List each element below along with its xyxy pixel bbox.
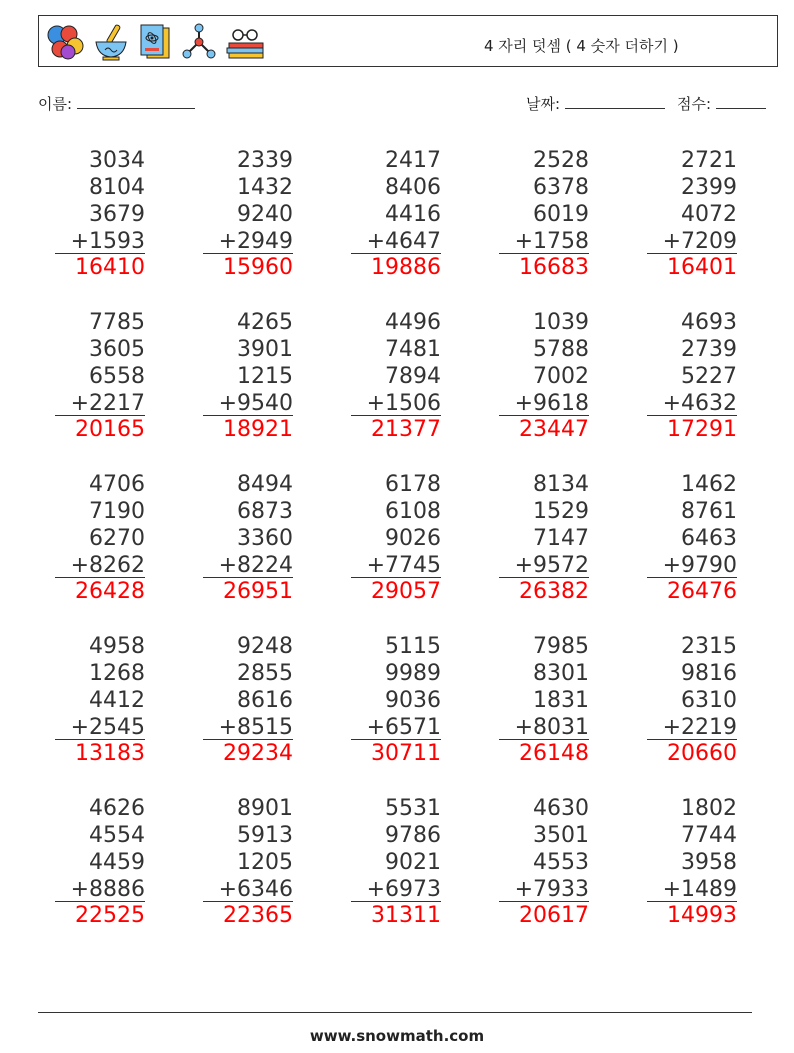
addend: +9572 — [499, 552, 589, 578]
addend: 4416 — [385, 202, 441, 227]
addend: 1268 — [89, 661, 145, 686]
addend: 9021 — [385, 850, 441, 875]
addend: 7002 — [533, 364, 589, 389]
addition-problem — [499, 795, 589, 929]
addend: +2217 — [55, 390, 145, 416]
addend: 4958 — [89, 634, 145, 659]
addition-problem — [55, 471, 145, 605]
addition-problem — [499, 471, 589, 605]
addend: +2219 — [647, 714, 737, 740]
addend: +1593 — [55, 228, 145, 254]
addend: 2315 — [681, 634, 737, 659]
addend: +8031 — [499, 714, 589, 740]
addend: 3034 — [89, 148, 145, 173]
answer: 26382 — [519, 579, 589, 604]
addend: 8616 — [237, 688, 293, 713]
addend: 1802 — [681, 796, 737, 821]
date-blank — [565, 94, 665, 109]
answer: 23447 — [519, 417, 589, 442]
addend: 1215 — [237, 364, 293, 389]
addend: 6310 — [681, 688, 737, 713]
addition-problem — [203, 147, 293, 281]
addend: 3958 — [681, 850, 737, 875]
answer: 21377 — [371, 417, 441, 442]
addend: +7745 — [351, 552, 441, 578]
addend: 8104 — [89, 175, 145, 200]
addend: 5788 — [533, 337, 589, 362]
addition-problem — [351, 147, 441, 281]
answer: 26428 — [75, 579, 145, 604]
answer: 20660 — [667, 741, 737, 766]
addition-problem — [203, 795, 293, 929]
addend: 4554 — [89, 823, 145, 848]
addend: 8761 — [681, 499, 737, 524]
addend: 9036 — [385, 688, 441, 713]
addend: 7744 — [681, 823, 737, 848]
addend: 5531 — [385, 796, 441, 821]
addend: +1758 — [499, 228, 589, 254]
addition-problem — [351, 309, 441, 443]
addend: 8901 — [237, 796, 293, 821]
molecule-icon — [181, 22, 217, 62]
addend: 6108 — [385, 499, 441, 524]
answer: 13183 — [75, 741, 145, 766]
addend: 9989 — [385, 661, 441, 686]
addend: 4459 — [89, 850, 145, 875]
addend: 6378 — [533, 175, 589, 200]
books-glasses-icon — [225, 22, 267, 62]
answer: 16401 — [667, 255, 737, 280]
addend: +9618 — [499, 390, 589, 416]
answer: 14993 — [667, 903, 737, 928]
addend: +6346 — [203, 876, 293, 902]
addend: 7894 — [385, 364, 441, 389]
addend: 9248 — [237, 634, 293, 659]
addend: 9240 — [237, 202, 293, 227]
addend: 3605 — [89, 337, 145, 362]
addition-problem — [55, 309, 145, 443]
name-field — [38, 93, 195, 114]
addend: +4647 — [351, 228, 441, 254]
answer: 16683 — [519, 255, 589, 280]
addend: 1529 — [533, 499, 589, 524]
addend: 5115 — [385, 634, 441, 659]
addition-problem — [499, 147, 589, 281]
score-blank — [716, 94, 766, 109]
addend: +8515 — [203, 714, 293, 740]
addend: 6178 — [385, 472, 441, 497]
addend: 3501 — [533, 823, 589, 848]
addition-problem — [499, 309, 589, 443]
date-label: 날짜: — [526, 95, 561, 113]
addend: +7933 — [499, 876, 589, 902]
addend: 9026 — [385, 526, 441, 551]
addend: 8301 — [533, 661, 589, 686]
addition-problem — [351, 471, 441, 605]
addend: +2949 — [203, 228, 293, 254]
worksheet-title: 4 자리 덧셈 ( 4 숫자 더하기 ) — [484, 37, 679, 55]
addition-problem — [55, 633, 145, 767]
addend: 6270 — [89, 526, 145, 551]
addend: +8886 — [55, 876, 145, 902]
answer: 20617 — [519, 903, 589, 928]
addend: 4072 — [681, 202, 737, 227]
addend: 3679 — [89, 202, 145, 227]
addend: 4630 — [533, 796, 589, 821]
answer: 22365 — [223, 903, 293, 928]
addend: 4265 — [237, 310, 293, 335]
addend: +1489 — [647, 876, 737, 902]
addend: 4412 — [89, 688, 145, 713]
addition-problem — [647, 147, 737, 281]
addend: 4626 — [89, 796, 145, 821]
addend: +6973 — [351, 876, 441, 902]
answer: 31311 — [371, 903, 441, 928]
addend: 6463 — [681, 526, 737, 551]
answer: 15960 — [223, 255, 293, 280]
addend: 4706 — [89, 472, 145, 497]
answer: 26476 — [667, 579, 737, 604]
addend: 8134 — [533, 472, 589, 497]
addition-problem — [203, 309, 293, 443]
addend: 7190 — [89, 499, 145, 524]
addend: 1205 — [237, 850, 293, 875]
answer: 29057 — [371, 579, 441, 604]
addend: 8494 — [237, 472, 293, 497]
worksheet-header — [38, 15, 778, 67]
addend: 6558 — [89, 364, 145, 389]
addend: 7785 — [89, 310, 145, 335]
addend: +2545 — [55, 714, 145, 740]
answer: 22525 — [75, 903, 145, 928]
answer: 29234 — [223, 741, 293, 766]
answer: 18921 — [223, 417, 293, 442]
science-book-icon — [137, 22, 173, 62]
addend: +8262 — [55, 552, 145, 578]
footer-divider — [38, 1012, 752, 1013]
addition-problem — [351, 795, 441, 929]
answer: 19886 — [371, 255, 441, 280]
addend: 1831 — [533, 688, 589, 713]
addend: +9540 — [203, 390, 293, 416]
footer-site: www.snowmath.com — [309, 1027, 485, 1045]
addend: 2739 — [681, 337, 737, 362]
balloons-icon — [45, 22, 85, 62]
addend: 7147 — [533, 526, 589, 551]
answer: 20165 — [75, 417, 145, 442]
addend: +9790 — [647, 552, 737, 578]
addend: 1432 — [237, 175, 293, 200]
addend: +1506 — [351, 390, 441, 416]
addend: +8224 — [203, 552, 293, 578]
addend: 9786 — [385, 823, 441, 848]
addend: 3360 — [237, 526, 293, 551]
addend: +6571 — [351, 714, 441, 740]
addition-problem — [351, 633, 441, 767]
addend: 4496 — [385, 310, 441, 335]
addend: 7481 — [385, 337, 441, 362]
addend: 3901 — [237, 337, 293, 362]
answer: 30711 — [371, 741, 441, 766]
addition-problem — [203, 471, 293, 605]
addend: 2528 — [533, 148, 589, 173]
score-field — [677, 93, 766, 114]
addition-problem — [647, 795, 737, 929]
addend: 2399 — [681, 175, 737, 200]
answer: 16410 — [75, 255, 145, 280]
name-label: 이름: — [38, 95, 73, 113]
addend: 2855 — [237, 661, 293, 686]
addition-problem — [647, 471, 737, 605]
addend: 2339 — [237, 148, 293, 173]
addition-problem — [647, 309, 737, 443]
date-field — [526, 93, 665, 114]
addend: 6873 — [237, 499, 293, 524]
addition-problem — [203, 633, 293, 767]
addition-problem — [499, 633, 589, 767]
addend: 2417 — [385, 148, 441, 173]
addend: 4693 — [681, 310, 737, 335]
addend: 4553 — [533, 850, 589, 875]
addition-problem — [55, 147, 145, 281]
addend: 8406 — [385, 175, 441, 200]
addition-problem — [647, 633, 737, 767]
mortar-pestle-icon — [93, 22, 129, 62]
addend: 5913 — [237, 823, 293, 848]
addend: 9816 — [681, 661, 737, 686]
addend: 2721 — [681, 148, 737, 173]
header-icons — [45, 22, 267, 62]
addend: +7209 — [647, 228, 737, 254]
addition-problem — [55, 795, 145, 929]
answer: 26148 — [519, 741, 589, 766]
answer: 17291 — [667, 417, 737, 442]
addend: 6019 — [533, 202, 589, 227]
addend: 7985 — [533, 634, 589, 659]
addend: 1039 — [533, 310, 589, 335]
score-label: 점수: — [677, 95, 712, 113]
addend: +4632 — [647, 390, 737, 416]
addend: 1462 — [681, 472, 737, 497]
addend: 5227 — [681, 364, 737, 389]
name-blank — [77, 94, 195, 109]
answer: 26951 — [223, 579, 293, 604]
